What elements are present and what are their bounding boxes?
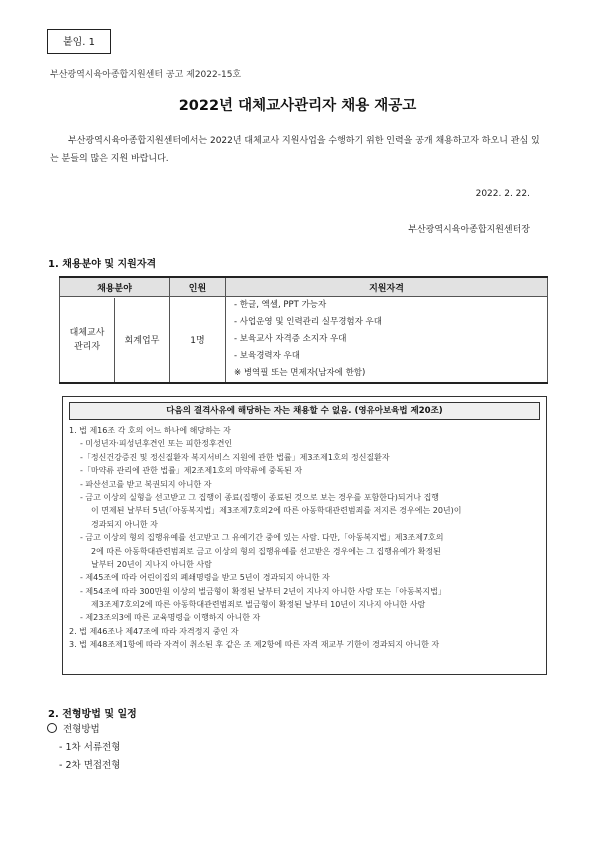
field-name-line2: 관리자 <box>73 341 101 352</box>
field-name-line1: 대체교사 <box>69 327 105 338</box>
qualification-item: - 한글, 엑셀, PPT 가능자 <box>234 300 327 310</box>
disqualification-line: 2에 따른 아동학대관련범죄로 금고 이상의 형의 집행유예를 선고받은 경우에는 그 집행유예가 확정된 <box>91 546 441 556</box>
section1-heading: 1. 채용분야 및 지원자격 <box>48 259 157 270</box>
disqualification-line: - 제45조에 따라 어린이집의 폐쇄명령을 받고 5년이 경과되지 아니한 자 <box>80 573 330 583</box>
count-cell: 1명 <box>170 297 226 384</box>
qualification-item: - 사업운영 및 인력관리 실무경험자 우대 <box>234 317 382 327</box>
selection-method-item <box>47 721 120 739</box>
disqualification-line: -「정신건강증진 및 정신질환자 복지서비스 지원에 관한 법률」제3조제1호의 정신질환자 <box>80 452 390 462</box>
header-count: 인원 <box>170 277 226 297</box>
subfield-name: 회계업무 <box>124 336 160 346</box>
notice-date: 2022. 2. 22. <box>475 189 530 199</box>
disqualification-line: - 제23조의3에 따른 교육명령을 이행하지 아니한 자 <box>80 613 261 623</box>
qualification-note: ※ 병역필 또는 면제자(남자에 한함) <box>234 368 366 378</box>
attachment-label: 붙임. 1 <box>47 29 111 54</box>
disqualification-line: 날부터 20년이 지나지 아니한 사람 <box>91 559 212 569</box>
disqualification-line: 제3조제7호의2에 따른 아동학대관련범죄로 벌금형이 확정된 날부터 10년이 지나지 아니한 사람 <box>91 600 426 610</box>
selection-method-list <box>47 721 120 775</box>
disqualification-line: - 금고 이상의 실형을 선고받고 그 집행이 종료(집행이 종료된 것으로 보는 경우를 포함한다)되거나 집행 <box>80 492 440 502</box>
selection-step: - 1차 서류전형 <box>59 742 121 753</box>
field-cell <box>60 297 170 384</box>
disqualification-line: - 제54조에 따라 300만원 이상의 벌금형이 확정된 날부터 2년이 지나지 아니한 사람 또는「아동복지법」 <box>80 586 446 596</box>
page-title: 2022년 대체교사관리자 채용 재공고 <box>178 98 417 114</box>
disqualification-line: 경과되지 아니한 자 <box>91 519 158 529</box>
qualification-item: - 보육교사 자격증 소지자 우대 <box>234 334 347 344</box>
circle-bullet-icon <box>47 723 57 733</box>
recruitment-table <box>59 276 548 384</box>
disqualification-line: 2. 법 제46조나 제47조에 따라 자격정지 중인 자 <box>69 626 239 636</box>
qualifications-cell <box>226 297 548 384</box>
disqualification-line: 이 면제된 날부터 5년(「아동복지법」제3조제7호의2에 따른 아동학대관련범죄를 저지른 경우에는 20년)이 <box>91 506 462 516</box>
header-field: 채용분야 <box>60 277 170 297</box>
notice-number: 부산광역시육아종합지원센터 공고 제2022-15호 <box>50 70 242 80</box>
header-qualifications: 지원자격 <box>226 277 548 297</box>
disqualification-line: -「마약류 관리에 관한 법률」제2조제1호의 마약류에 중독된 자 <box>80 466 303 476</box>
disqualification-line: 3. 법 제48조제1항에 따라 자격이 취소된 후 같은 조 제2항에 따른 자격 재교부 기한이 경과되지 아니한 자 <box>69 640 440 650</box>
intro-paragraph: 부산광역시육아종합지원센터에서는 2022년 대체교사 지원사업을 수행하기 위한 인력을 공개 채용하고자 하오니 관심 있는 분들의 많은 지원 바랍니다. <box>50 136 540 164</box>
disqualification-line: - 파산선고를 받고 복권되지 아니한 자 <box>80 479 212 489</box>
table-header-row <box>60 277 548 297</box>
organization-head: 부산광역시육아종합지원센터장 <box>408 225 530 235</box>
disqualification-heading: 다음의 결격사유에 해당하는 자는 채용할 수 없음. (영유아보육법 제20조) <box>69 402 540 420</box>
disqualification-box <box>62 396 547 675</box>
section2-heading: 2. 전형방법 및 일정 <box>48 709 137 720</box>
table-row <box>60 297 548 384</box>
disqualification-line: - 미성년자·피성년후견인 또는 피한정후견인 <box>80 439 233 449</box>
disqualification-line: 1. 법 제16조 각 호의 어느 하나에 해당하는 자 <box>69 426 231 435</box>
qualification-item: - 보육경력자 우대 <box>234 351 300 361</box>
disqualification-line: - 금고 이상의 형의 집행유예를 선고받고 그 유예기간 중에 있는 사람. 다만,「아동복지법」제3조제7호의 <box>80 533 444 543</box>
disqualification-list <box>69 424 540 652</box>
selection-method-label: 전형방법 <box>63 724 100 735</box>
selection-step: - 2차 면접전형 <box>59 760 121 771</box>
